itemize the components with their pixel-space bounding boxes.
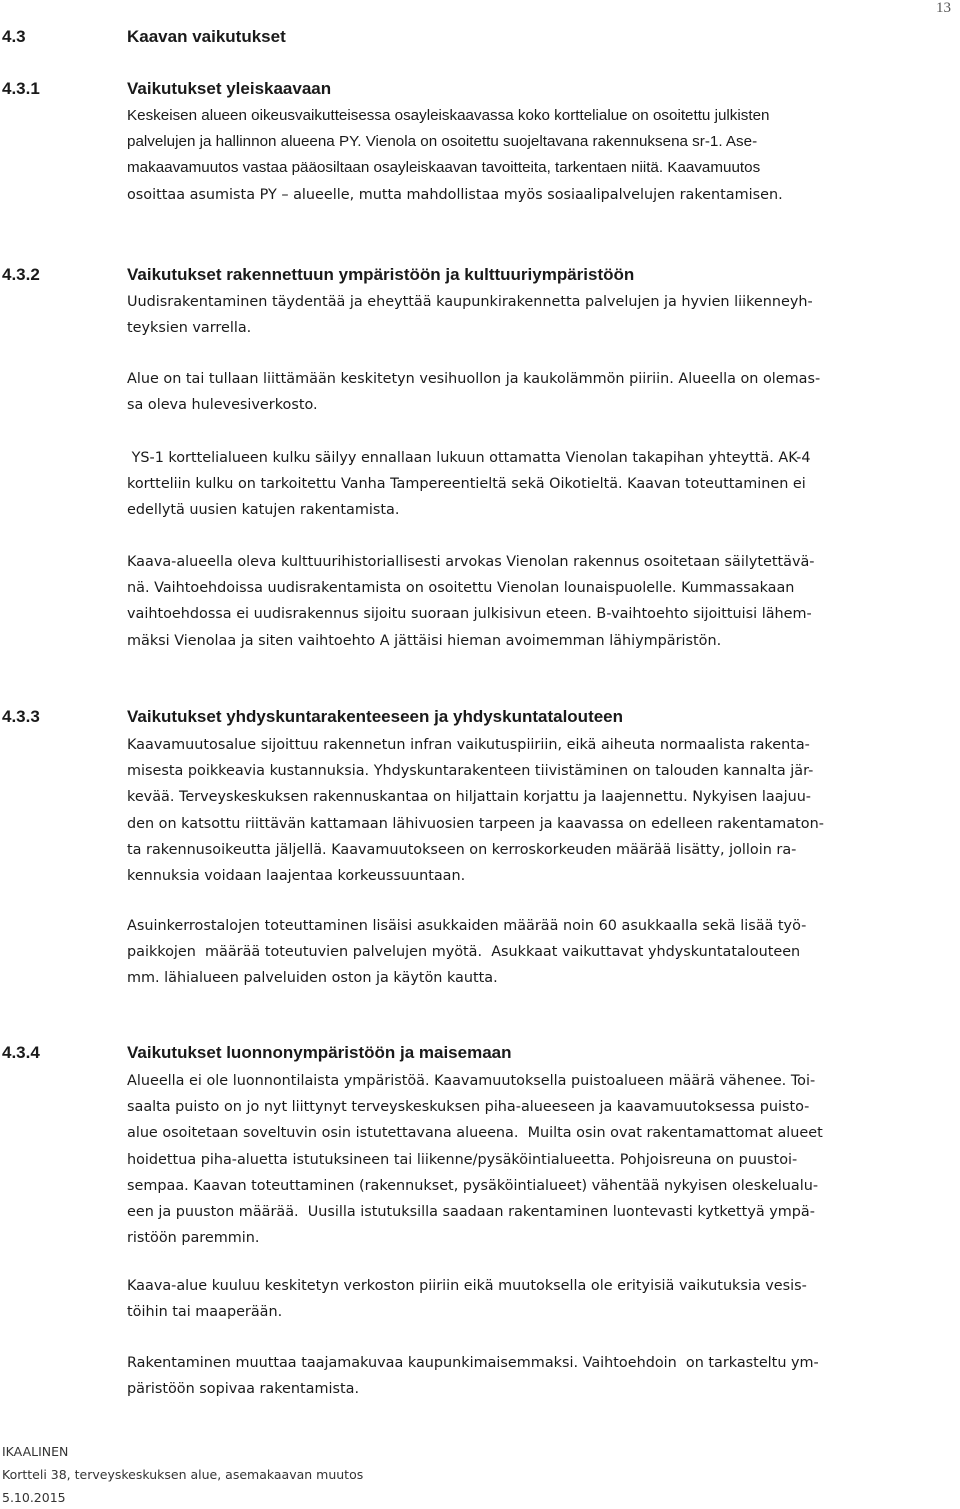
paragraph xyxy=(127,366,957,418)
paragraph xyxy=(127,289,957,341)
text-line: Alue on tai tullaan liittämään keskitetyn vesihuollon ja kaukolämmön piiriin. Alueella on olemas- xyxy=(127,371,821,387)
paragraph xyxy=(127,1273,957,1325)
subsection-number: 4.3.3 xyxy=(2,707,40,726)
subsection-title: Vaikutukset yleiskaavaan xyxy=(127,79,332,98)
text-line: edellytä uusien katujen rakentamista. xyxy=(127,502,400,519)
text-line: Kaava-alue kuuluu keskitetyn verkoston piiriin eikä muutoksella ole erityisiä vaikutuksia vesis- xyxy=(127,1278,807,1294)
text-line: makaavamuutos vastaa pääosiltaan osayleiskaavan tavoitteita, tarkentaen niitä. Kaavamuutos xyxy=(127,159,761,177)
paragraph xyxy=(127,913,957,992)
text-line: kortteliin kulku on tarkoitettu Vanha Tampereentieltä sekä Oikotieltä. Kaavan toteuttaminen ei xyxy=(127,476,806,493)
text-line: ta rakennusoikeutta jäljellä. Kaavamuutokseen on kerroskorkeuden määrää lisätty, jolloin ra- xyxy=(127,841,797,858)
footer-date: 5.10.2015 xyxy=(2,1490,66,1505)
text-line: kevää. Terveyskeskuksen rakennuskantaa on hiljattain korjattu ja laajennettu. Nykyisen laajuu- xyxy=(127,789,812,806)
text-line: Uudisrakentaminen täydentää ja eheyttää kaupunkirakennetta palvelujen ja hyvien liikenneyh- xyxy=(127,294,813,310)
paragraph xyxy=(127,549,957,654)
text-line: mm. lähialueen palveluiden oston ja käytön kautta. xyxy=(127,970,498,987)
text-line: kennuksia voidaan laajentaa korkeussuuntaan. xyxy=(127,867,466,884)
text-line: den on katsottu riittävän kattamaan lähivuosien tarpeen ja kaavassa on edelleen rakentamaton- xyxy=(127,815,824,832)
text-line: Kaavamuutosalue sijoittuu rakennetun infran vaikutuspiiriin, eikä aiheuta normaalista rakenta- xyxy=(127,737,810,753)
text-line: YS-1 korttelialueen kulku säilyy ennallaan lukuun ottamatta Vienolan takapihan yhteyttä. AK-4 xyxy=(127,450,811,466)
subsection-title: Vaikutukset luonnonympäristöön ja maisemaan xyxy=(127,1043,512,1062)
text-line: een ja puuston määrää. Uusilla istutuksilla saadaan rakentaminen luontevasti kytkettyä ympä- xyxy=(127,1203,815,1220)
text-line: töihin tai maaperään. xyxy=(127,1304,283,1321)
text-line: nä. Vaihtoehdoissa uudisrakentamista on osoitettu Vienolan lounaispuolelle. Kummassakaan xyxy=(127,580,795,597)
text-line: Asuinkerrostalojen toteuttaminen lisäisi asukkaiden määrää noin 60 asukkaalla sekä lisää työ- xyxy=(127,918,807,934)
section-number: 4.3 xyxy=(2,27,26,46)
text-line: päristöön sopivaa rakentamista. xyxy=(127,1381,360,1398)
text-line: misesta poikkeavia kustannuksia. Yhdyskuntarakenteen tiivistäminen on talouden kannalta jär- xyxy=(127,763,814,780)
text-line: hoidettua piha-aluetta istutuksineen tai liikenne/pysäköintialueetta. Pohjoisreuna on puustoi- xyxy=(127,1151,798,1168)
footer-place: IKAALINEN xyxy=(2,1444,69,1459)
text-line: Alueella ei ole luonnontilaista ympäristöä. Kaavamuutoksella puistoalueen määrä vähenee. Toi- xyxy=(127,1073,816,1089)
section-title: Kaavan vaikutukset xyxy=(127,27,286,46)
paragraph xyxy=(127,732,957,889)
footer xyxy=(2,1440,363,1509)
paragraph xyxy=(127,1350,957,1402)
text-line: Rakentaminen muuttaa taajamakuvaa kaupunkimaisemmaksi. Vaihtoehdoin on tarkasteltu ym- xyxy=(127,1355,819,1371)
subsection-number: 4.3.1 xyxy=(2,79,40,98)
text-line: vaihtoehdossa ei uudisrakennus sijoitu suoraan julkisivun eteen. B-vaihtoehto sijoittuisi lähem- xyxy=(127,606,812,623)
text-line: teyksien varrella. xyxy=(127,320,252,337)
text-line: palvelujen ja hallinnon alueena PY. Vienola on osoitettu suojeltavana rakennuksena sr-1. Ase- xyxy=(127,133,758,151)
page-number: 13 xyxy=(936,0,951,16)
text-line: paikkojen määrää toteutuvien palvelujen myötä. Asukkaat vaikuttavat yhdyskuntatalouteen xyxy=(127,944,801,961)
subsection-title: Vaikutukset yhdyskuntarakenteeseen ja yhdyskuntatalouteen xyxy=(127,707,624,726)
text-line: osoittaa asumista PY – alueelle, mutta mahdollistaa myös sosiaalipalvelujen rakentamisen. xyxy=(127,186,783,203)
paragraph xyxy=(127,1068,957,1251)
text-line: saalta puisto on jo nyt liittynyt terveyskeskuksen piha-alueeseen ja kaavamuutoksessa puisto- xyxy=(127,1099,810,1116)
text-line: sempaa. Kaavan toteuttaminen (rakennukset, pysäköintialueet) vähentää nykyisen oleskelualu- xyxy=(127,1177,819,1194)
paragraph xyxy=(127,103,957,208)
subsection-title: Vaikutukset rakennettuun ympäristöön ja kulttuuriympäristöön xyxy=(127,265,635,284)
subsection-number: 4.3.4 xyxy=(2,1043,40,1062)
text-line: alue osoitetaan soveltuvin osin istutettavana alueena. Muilta osin ovat rakentamattomat alueet xyxy=(127,1125,823,1142)
text-line: Keskeisen alueen oikeusvaikutteisessa osayleiskaavassa koko korttelialue on osoitettu julkisten xyxy=(127,107,770,124)
subsection-number: 4.3.2 xyxy=(2,265,40,284)
text-line: mäksi Vienolaa ja siten vaihtoehto A jättäisi hieman avoimemman lähiympäristön. xyxy=(127,632,722,649)
text-line: Kaava-alueella oleva kulttuurihistoriallisesti arvokas Vienolan rakennus osoitetaan säilytettävä- xyxy=(127,554,815,570)
text-line: sa oleva hulevesiverkosto. xyxy=(127,397,318,414)
paragraph xyxy=(127,445,957,524)
text-line: ristöön paremmin. xyxy=(127,1230,260,1247)
footer-document-title: Kortteli 38, terveyskeskuksen alue, asemakaavan muutos xyxy=(2,1467,364,1482)
